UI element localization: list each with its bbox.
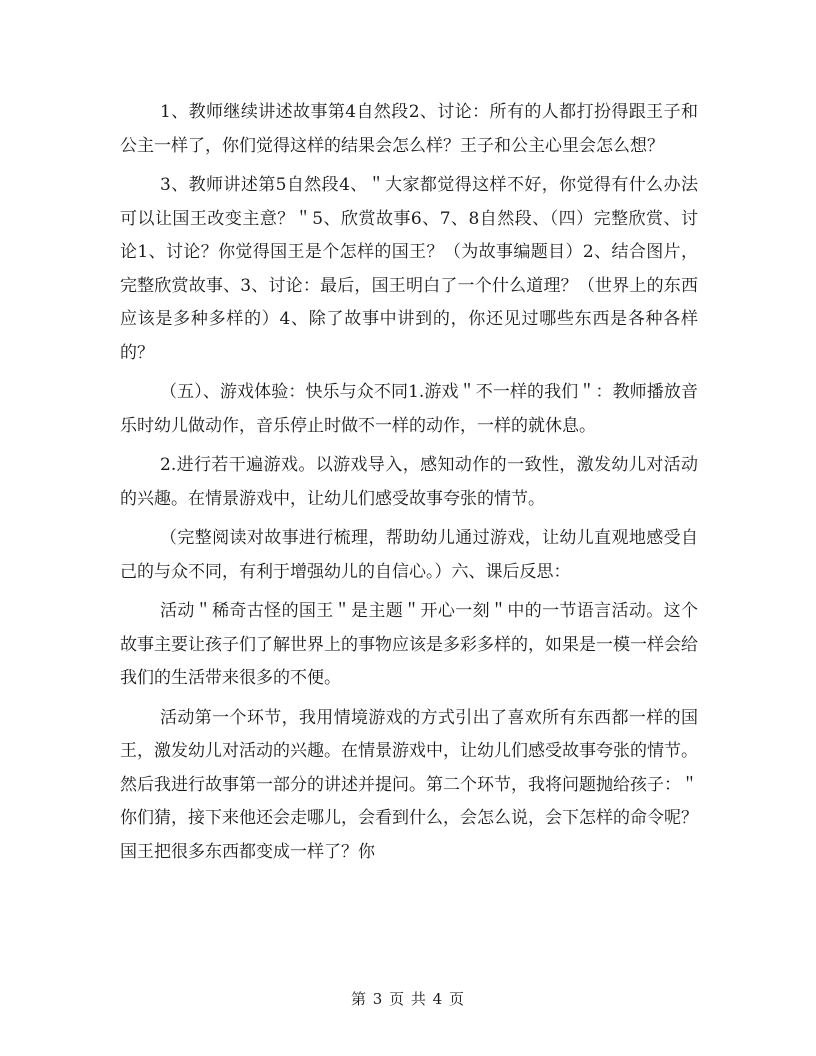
paragraph-5: （完整阅读对故事进行梳理，帮助幼儿通过游戏，让幼儿直观地感受自己的与众不同，有利于增强幼儿的自信心。）六、课后反思： <box>120 528 698 582</box>
paragraph-7: 活动第一个环节，我用情境游戏的方式引出了喜欢所有东西都一样的国王，激发幼儿对活动的兴趣。在情景游戏中，让幼儿们感受故事夸张的情节。然后我进行故事第一部分的讲述并提问。第二个环节，我将问题抛给孩子：＂你们猜，接下来他还会走哪儿，会看到什么，会怎么说，会下怎样的命令呢？国王把很多东西都变成一样了？你 <box>120 707 698 862</box>
page-number-footer: 第 3 页 共 4 页 <box>351 990 465 1008</box>
document-body <box>120 96 698 869</box>
paragraph-3: （五）、游戏体验：快乐与众不同1.游戏＂不一样的我们＂：教师播放音乐时幼儿做动作，音乐停止时做不一样的动作，一样的就休息。 <box>120 382 698 436</box>
paragraph-2: 3、教师讲述第5自然段4、＂大家都觉得这样不好，你觉得有什么办法可以让国王改变主意？＂5、欣赏故事6、7、8自然段、（四）完整欣赏、讨论1、讨论？你觉得国王是个怎样的国王？（为故事编题目）2、结合图片，完整欣赏故事、3、讨论：最后，国王明白了一个什么道理？（世界上的东西应该是多种多样的）4、除了故事中讲到的，你还见过哪些东西是各种各样的？ <box>120 175 698 363</box>
paragraph-6: 活动＂稀奇古怪的国王＂是主题＂开心一刻＂中的一节语言活动。这个故事主要让孩子们了解世界上的事物应该是多彩多样的，如果是一模一样会给我们的生活带来很多的不便。 <box>120 601 698 688</box>
paragraph-4: 2.进行若干遍游戏。以游戏导入，感知动作的一致性，激发幼儿对活动的兴趣。在情景游戏中，让幼儿们感受故事夸张的情节。 <box>120 455 698 509</box>
paragraph-1: 1、教师继续讲述故事第4自然段2、讨论：所有的人都打扮得跟王子和公主一样了，你们觉得这样的结果会怎么样？王子和公主心里会怎么想？ <box>120 102 698 156</box>
